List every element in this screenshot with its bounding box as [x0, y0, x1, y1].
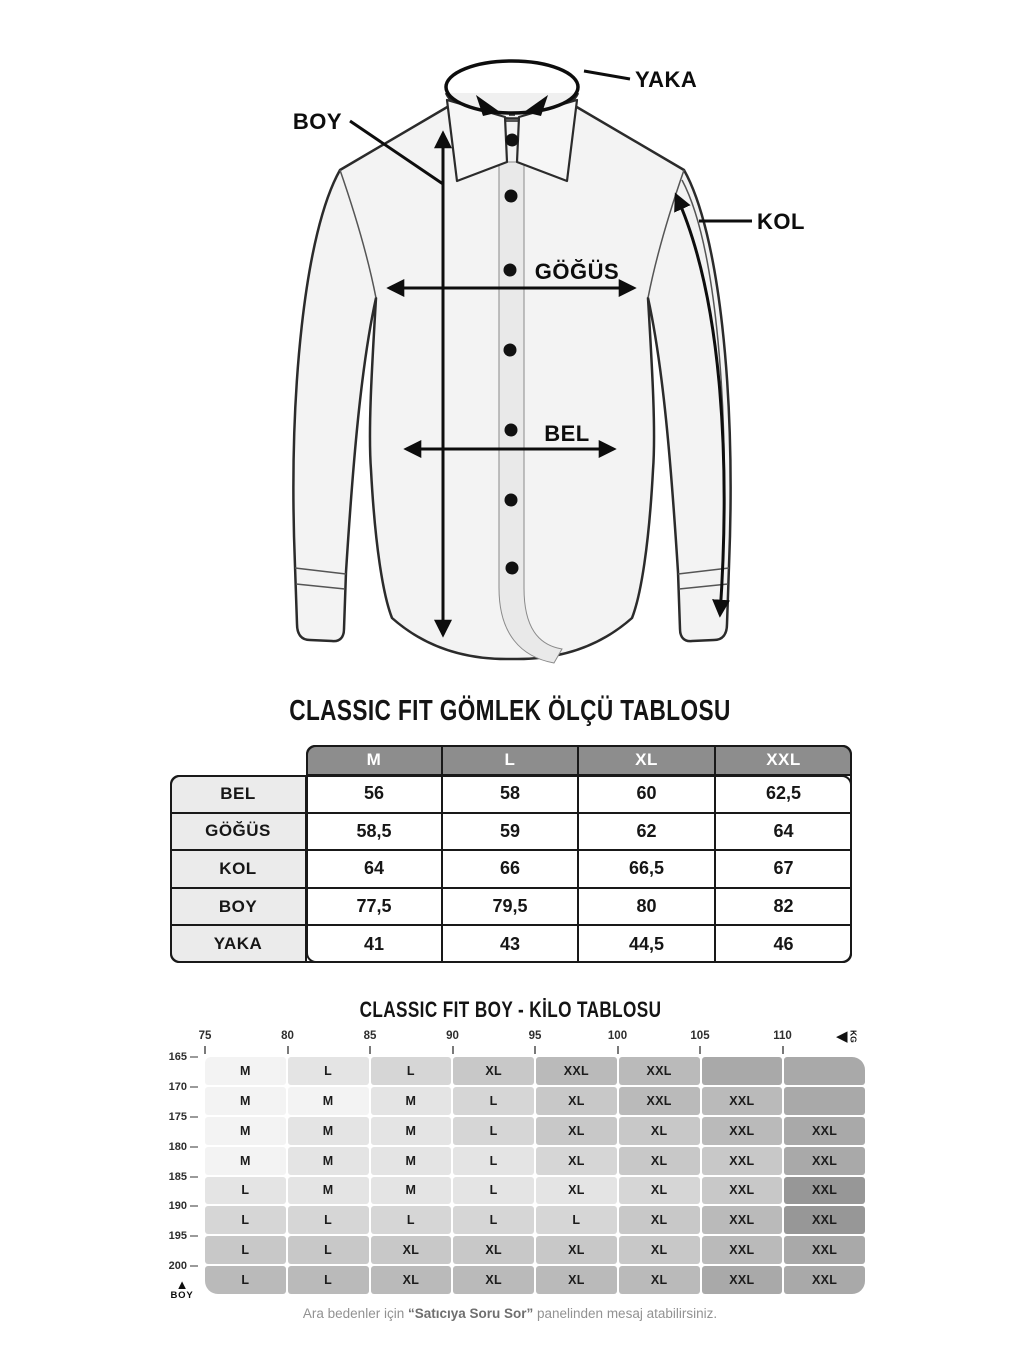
size-table-value: 79,5 — [442, 888, 578, 926]
height-axis-tick-mark — [190, 1056, 198, 1058]
matrix-size-cell: L — [453, 1147, 534, 1175]
size-table-value: 56 — [306, 775, 442, 813]
matrix-size-cell: XL — [371, 1236, 452, 1264]
size-table-value: 58,5 — [306, 813, 442, 851]
kg-axis-tick-mark — [782, 1046, 784, 1054]
size-table-value: 43 — [442, 925, 578, 963]
matrix-size-cell: XL — [453, 1236, 534, 1264]
size-table-value: 46 — [715, 925, 852, 963]
height-axis-tick-mark — [190, 1235, 198, 1237]
matrix-size-cell: XXL — [702, 1087, 783, 1115]
matrix-size-cell: L — [205, 1206, 286, 1234]
matrix-size-cell: M — [205, 1087, 286, 1115]
size-table-value: 62,5 — [715, 775, 852, 813]
matrix-size-cell: L — [453, 1087, 534, 1115]
matrix-empty-cell — [784, 1057, 865, 1085]
matrix-size-cell: M — [205, 1117, 286, 1145]
matrix-size-cell: XXL — [702, 1206, 783, 1234]
matrix-size-cell: XXL — [702, 1236, 783, 1264]
kg-axis-tick-label: 95 — [528, 1030, 542, 1042]
kg-axis-tick-label: 110 — [773, 1030, 792, 1042]
kol-label: KOL — [757, 209, 805, 234]
size-table-value: 82 — [715, 888, 852, 926]
height-axis-tick — [169, 1200, 198, 1212]
bel-label: BEL — [544, 421, 590, 446]
height-axis-tick-label: 170 — [168, 1080, 187, 1093]
kg-axis-tick-mark — [204, 1046, 206, 1054]
matrix-size-cell: XL — [536, 1117, 617, 1145]
height-axis-tick-mark — [190, 1176, 198, 1178]
size-table-value: 64 — [715, 813, 852, 851]
matrix-size-cell: XL — [619, 1147, 700, 1175]
matrix-size-cell: M — [371, 1147, 452, 1175]
size-table-row-label: KOL — [170, 850, 306, 888]
size-table-value: 64 — [306, 850, 442, 888]
size-table — [170, 745, 852, 963]
size-table-row-label: GÖĞÜS — [170, 813, 306, 851]
size-table-value: 80 — [578, 888, 715, 926]
matrix-size-cell: L — [205, 1266, 286, 1294]
boy-axis-icon — [161, 1279, 203, 1301]
size-table-value: 62 — [578, 813, 715, 851]
footer-suffix: panelinden mesaj atabilirsiniz. — [533, 1306, 718, 1321]
size-table-column-header: XL — [578, 745, 715, 775]
matrix-size-cell: XL — [453, 1266, 534, 1294]
matrix-size-cell: M — [371, 1117, 452, 1145]
height-axis-tick — [169, 1171, 198, 1183]
size-table-row-label: BEL — [170, 775, 306, 813]
matrix-size-cell: L — [288, 1057, 369, 1085]
matrix-size-cell: L — [205, 1236, 286, 1264]
triangle-up-icon: ▲ — [175, 1277, 189, 1292]
matrix-size-cell: XL — [536, 1087, 617, 1115]
matrix-size-cell: L — [288, 1266, 369, 1294]
height-axis — [140, 1051, 198, 1302]
matrix-size-cell: XL — [619, 1266, 700, 1294]
matrix-size-cell: XXL — [784, 1266, 865, 1294]
matrix-size-cell: XXL — [702, 1147, 783, 1175]
matrix-size-cell: L — [453, 1177, 534, 1205]
matrix-size-cell: L — [536, 1206, 617, 1234]
height-axis-tick-label: 185 — [168, 1170, 187, 1183]
size-table-column-header: XXL — [715, 745, 852, 775]
kg-axis-tick-label: 105 — [690, 1030, 710, 1042]
matrix-size-cell: M — [371, 1177, 452, 1205]
boy-label: BOY — [292, 109, 342, 134]
kg-axis-tick-mark — [287, 1046, 289, 1054]
size-table-column-header: L — [442, 745, 578, 775]
matrix-size-cell: XL — [536, 1147, 617, 1175]
matrix-size-cell: XXL — [784, 1206, 865, 1234]
matrix-size-cell: M — [288, 1117, 369, 1145]
weight-table-title-text: CLASSIC FIT BOY - KİLO TABLOSU — [359, 997, 661, 1022]
matrix-empty-cell — [784, 1087, 865, 1115]
matrix-size-cell: XXL — [784, 1117, 865, 1145]
height-axis-tick-mark — [190, 1265, 198, 1267]
matrix-size-cell: M — [371, 1087, 452, 1115]
height-weight-matrix — [205, 1057, 865, 1294]
kg-axis-tick-label: 90 — [446, 1030, 459, 1042]
size-table-value: 67 — [715, 850, 852, 888]
triangle-left-icon: ◀ — [836, 1028, 848, 1045]
matrix-size-cell: XL — [536, 1266, 617, 1294]
brand-label — [505, 119, 519, 122]
height-axis-tick-mark — [190, 1086, 198, 1088]
kg-axis-tick-label: 85 — [363, 1030, 377, 1042]
size-table-row-label: BOY — [170, 888, 306, 926]
matrix-size-cell: M — [288, 1147, 369, 1175]
size-table-title-text: CLASSIC FIT GÖMLEK ÖLÇÜ TABLOSU — [289, 695, 731, 727]
matrix-size-cell: XXL — [702, 1177, 783, 1205]
gogus-label: GÖĞÜS — [534, 259, 620, 284]
footer-note — [0, 1306, 1020, 1321]
height-axis-tick-label: 180 — [168, 1140, 187, 1153]
kg-axis-tick-label: 80 — [281, 1030, 294, 1042]
size-table-value: 44,5 — [578, 925, 715, 963]
matrix-size-cell: XL — [536, 1236, 617, 1264]
footer-quoted: “Satıcıya Soru Sor” — [407, 1306, 534, 1321]
kg-axis-tick-label: 100 — [607, 1030, 628, 1042]
height-axis-tick — [169, 1260, 198, 1272]
boy-axis-label: BOY — [170, 1290, 194, 1301]
matrix-size-cell: M — [288, 1087, 369, 1115]
matrix-size-cell: XL — [453, 1057, 534, 1085]
size-table-value: 59 — [442, 813, 578, 851]
size-table-value: 41 — [306, 925, 442, 963]
kg-axis-tick-mark — [699, 1046, 701, 1054]
matrix-size-cell: L — [288, 1206, 369, 1234]
yaka-leader-line — [584, 71, 630, 79]
matrix-size-cell: L — [453, 1206, 534, 1234]
height-axis-tick-label: 195 — [168, 1230, 187, 1243]
size-table-value: 77,5 — [306, 888, 442, 926]
matrix-size-cell: XL — [619, 1206, 700, 1234]
matrix-size-cell: M — [288, 1177, 369, 1205]
size-table-corner-spacer — [170, 745, 306, 775]
size-table-row-label: YAKA — [170, 925, 306, 963]
height-axis-tick-label: 165 — [168, 1051, 187, 1063]
footer-prefix: Ara bedenler için — [302, 1306, 408, 1321]
kg-axis-tick-mark — [369, 1046, 371, 1054]
matrix-size-cell: XL — [371, 1266, 452, 1294]
height-axis-tick-label: 190 — [168, 1200, 187, 1213]
matrix-size-cell: XXL — [702, 1117, 783, 1145]
matrix-size-cell: L — [371, 1057, 452, 1085]
matrix-size-cell: XXL — [784, 1177, 865, 1205]
kg-axis-icon — [836, 1029, 859, 1044]
height-axis-tick — [169, 1051, 198, 1063]
kg-axis-tick-mark — [534, 1046, 536, 1054]
matrix-size-cell: XXL — [619, 1057, 700, 1085]
matrix-size-cell: XXL — [784, 1236, 865, 1264]
matrix-size-cell: XXL — [702, 1266, 783, 1294]
matrix-size-cell: L — [371, 1206, 452, 1234]
size-table-value: 60 — [578, 775, 715, 813]
matrix-size-cell: XXL — [619, 1087, 700, 1115]
height-axis-tick-mark — [190, 1205, 198, 1207]
matrix-size-cell: XL — [536, 1177, 617, 1205]
matrix-size-cell: XL — [619, 1117, 700, 1145]
kg-axis-tick-label: 75 — [198, 1030, 212, 1042]
size-table-title — [0, 695, 1020, 728]
height-axis-tick-mark — [190, 1116, 198, 1118]
height-axis-tick-mark — [190, 1146, 198, 1148]
kg-axis-tick-mark — [617, 1046, 619, 1054]
yaka-label: YAKA — [635, 67, 698, 92]
height-axis-tick — [169, 1230, 198, 1242]
matrix-size-cell: L — [205, 1177, 286, 1205]
height-axis-tick — [169, 1111, 198, 1123]
size-table-value: 66,5 — [578, 850, 715, 888]
kg-axis-tick-mark — [452, 1046, 454, 1054]
size-table-column-header: M — [306, 745, 442, 775]
weight-table-title — [0, 997, 1020, 1023]
matrix-size-cell: L — [288, 1236, 369, 1264]
size-table-value: 66 — [442, 850, 578, 888]
matrix-size-cell: XL — [619, 1236, 700, 1264]
height-axis-tick — [169, 1081, 198, 1093]
kg-axis — [198, 1028, 865, 1056]
matrix-size-cell: M — [205, 1147, 286, 1175]
size-table-value: 58 — [442, 775, 578, 813]
matrix-size-cell: L — [453, 1117, 534, 1145]
matrix-empty-cell — [702, 1057, 783, 1085]
kg-axis-label: KG — [848, 1030, 859, 1043]
height-axis-tick-label: 200 — [168, 1260, 187, 1273]
height-axis-tick-label: 175 — [168, 1110, 187, 1123]
matrix-size-cell: XXL — [536, 1057, 617, 1085]
matrix-size-cell: XXL — [784, 1147, 865, 1175]
matrix-size-cell: XL — [619, 1177, 700, 1205]
matrix-size-cell: M — [205, 1057, 286, 1085]
height-axis-tick — [169, 1141, 198, 1153]
